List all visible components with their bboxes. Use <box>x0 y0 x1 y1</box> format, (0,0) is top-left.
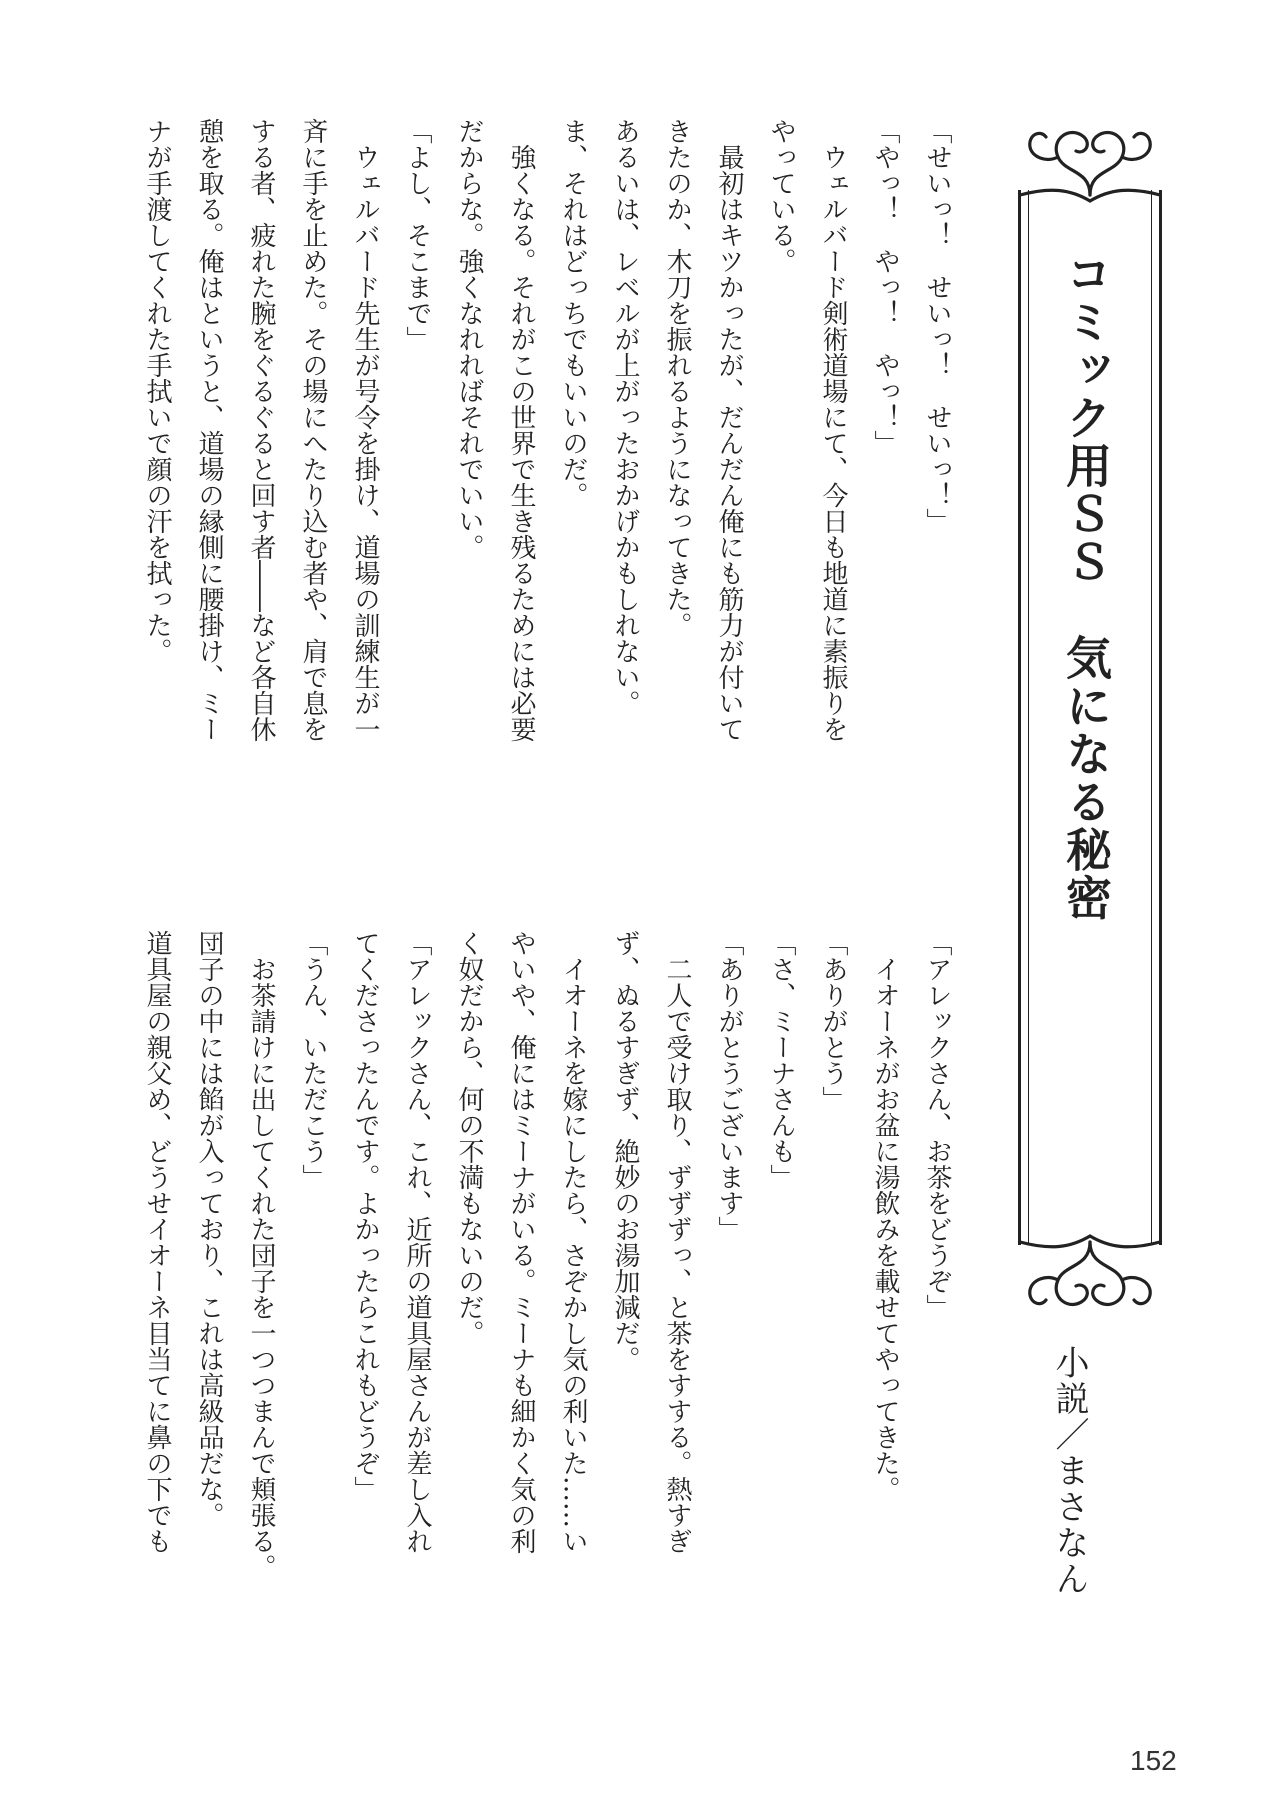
text-line: てくださったんです。よかったらこれもどうぞ」 <box>350 930 380 1502</box>
text-line: 斉に手を止めた。その場にへたり込む者や、肩で息を <box>298 118 328 742</box>
text-line: お茶請けに出してくれた団子を一つつまんで頬張る。 <box>246 930 276 1580</box>
text-line: あるいは、レベルが上がったおかげかもしれない。 <box>610 118 640 716</box>
text-line: ナが手渡してくれた手拭いで顔の汗を拭った。 <box>142 118 172 664</box>
text-line: 憩を取る。俺はというと、道場の縁側に腰掛け、ミー <box>194 118 224 742</box>
title-frame <box>1018 190 1162 1245</box>
text-line: 団子の中には餡が入っており、これは高級品だな。 <box>194 930 224 1528</box>
page-number: 152 <box>1130 1745 1177 1776</box>
text-line: 「さ、ミーナさんも」 <box>766 930 796 1190</box>
text-line: 「ありがとうございます」 <box>714 930 744 1242</box>
text-line: 最初はキツかったが、だんだん俺にも筋力が付いて <box>714 118 744 742</box>
text-line: 二人で受け取り、ずずずっ、と茶をすする。熱すぎ <box>662 930 692 1554</box>
text-line: ウェルバード剣術道場にて、今日も地道に素振りを <box>818 118 848 742</box>
bottom-flourish-icon <box>1010 1232 1170 1322</box>
text-line: ウェルバード先生が号令を掛け、道場の訓練生が一 <box>350 118 380 742</box>
text-line: 「せいっ！ せいっ！ せいっ！」 <box>922 118 952 534</box>
text-line: ず、ぬるすぎず、絶妙のお湯加減だ。 <box>610 930 640 1372</box>
text-line: イオーネがお盆に湯飲みを載せてやってきた。 <box>870 930 900 1502</box>
text-line: 「アレックさん、これ、近所の道具屋さんが差し入れ <box>402 930 432 1554</box>
text-line: 「うん、いただこう」 <box>298 930 328 1190</box>
text-line: く奴だから、何の不満もないのだ。 <box>454 930 484 1346</box>
text-line: イオーネを嫁にしたら、さぞかし気の利いた……い <box>558 930 588 1554</box>
text-line: きたのか、木刀を振れるようになってきた。 <box>662 118 692 638</box>
text-line: ま、それはどっちでもいいのだ。 <box>558 118 588 508</box>
title: コミック用ＳＳ 気になる秘密 <box>1059 250 1113 922</box>
author-credit: 小説／まさなん <box>1049 1345 1089 1597</box>
text-line: 道具屋の親父め、どうせイオーネ目当てに鼻の下でも <box>142 930 172 1554</box>
text-line: やいや、俺にはミーナがいる。ミーナも細かく気の利 <box>506 930 536 1554</box>
text-line: 「ありがとう」 <box>818 930 848 1112</box>
top-flourish-icon <box>1010 115 1170 205</box>
text-line: する者、疲れた腕をぐるぐると回す者――など各自休 <box>246 118 276 742</box>
text-line: やっている。 <box>766 118 796 274</box>
text-line: 「やっ！ やっ！ やっ！」 <box>870 118 900 456</box>
text-line: 「よし、そこまで」 <box>402 118 432 352</box>
text-line: 「アレックさん、お茶をどうぞ」 <box>922 930 952 1320</box>
text-line: 強くなる。それがこの世界で生き残るためには必要 <box>506 118 536 742</box>
text-line: だからな。強くなれればそれでいい。 <box>454 118 484 560</box>
